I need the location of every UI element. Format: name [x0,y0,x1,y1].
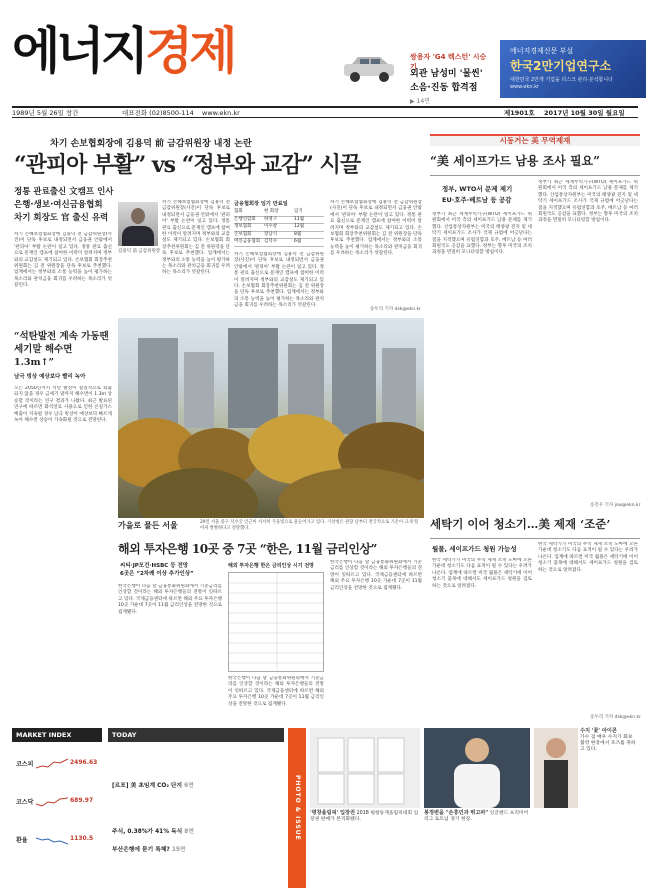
subhead: 차기 회장도 官 출신 유력 [14,213,109,223]
ad-car-line1: 쌍용자 'G4 렉스턴' 시승기 [410,53,487,71]
market-row-kospi[interactable] [12,752,102,776]
today-item[interactable]: [르포] 美 초임계 CO₂ 단지 6면 [112,783,194,789]
left-story-body [14,386,112,720]
top-story-headline[interactable]: “관피아 부활” vs “정부와 교감” 시끌 [14,152,361,178]
top-story-body-col2 [162,200,230,310]
article-text: 한국 세탁기가 미국의 무역 제재 조치 도마에 오른 가운데 청소기도 다음 표적이 될 수 있다는 우려가 나온다. 업계에 따르면 미국 월풀은 세탁기에 이어 청소기 품목에 대해서도 세이프가드 청원을 검토하는 것으로 알려졌다. [538,542,638,573]
forecast-table-grid [229,573,325,673]
photo-label: 가을로 물든 서울 [118,521,178,530]
top-story-kicker: 차기 손보협회장에 김용덕 前 금감위원장 내정 논란 [50,139,252,149]
photo-caption: 29일 서울 중구 덕수궁 인근이 서서히 가을빛으로 물들어가고 있다. 기상청은 관향 날부터 전국적으로 기온이 크게 떨어져 쌀쌀하다고 전망했다. [200,520,419,531]
right2-story-body-col2 [538,542,638,712]
issue-date: 2017년 10월 30일 월요일 [544,109,625,117]
byline: 송진우 기자 jsw@ekn.kr [590,503,641,508]
today-item[interactable]: 부산은행에 묻기 특혜? 15면 [112,847,186,853]
article-text: 오는 2050년까지 석탄 발전이 실질적으로 퇴출되지 않을 경우 금세기 말까지 해수면이 1.3m 상승할 것이라는 연구 결과가 나왔다. 최근 발표된 연구에 따르면 화석연료 사용으로 인한 온실가스 배출이 지속될 경우 남극 빙상이 예상보다 빠르게 녹아 해수면 상승이 가속화될 것으로 전망된다. [14,386,112,424]
actress-image [534,728,578,808]
forecast-table [228,572,324,672]
right-story-body-col1 [432,212,532,502]
photo-issue-item[interactable]: 봉정변을 "손흥민과 뛰고파" 잉글랜드 프리미어리그 토트넘 경기 현장. [424,728,534,848]
mid-story-body-col1 [118,584,222,724]
ad-institute-line1: 에너지경제신문 부설 [510,47,574,55]
issue-number: 제1901호 [504,109,535,117]
today-header: TODAY [108,728,284,742]
footer-strip [12,728,638,888]
sparkline-icon [36,756,68,772]
subhead: 씨티·JP모건·HSBC 등 전망 [120,563,189,569]
right2-story-body-col1 [432,558,532,722]
ad-institute-url: www.ekn.kr [510,84,540,90]
ad-car-page-ref: ▶ 14면 [410,98,430,105]
table-title: 해외 투자은행 한은 금리인상 시기 전망 [228,563,314,569]
today-item[interactable]: 주식, 0.38%가 41% 독식 8면 [112,829,194,835]
site-url[interactable]: www.ekn.kr [202,109,240,117]
newspaper-logo[interactable] [12,22,234,80]
market-row-exchange[interactable] [12,828,102,852]
mid-story-headline[interactable]: 해외 투자은행 10곳 중 7곳 “한은, 11월 금리인상” [118,542,377,556]
subhead: 은행·생보·여신금융협회 [14,200,103,210]
sparkline-icon [36,832,68,848]
table-row: 여신금융협회 김덕수 6월 [234,239,324,247]
photo-issue-item[interactable]: '평창올림픽' 입장권 2018 평창동계올림픽대회 입장권 판매가 본격화됐다. [310,728,420,848]
photo-issue-item[interactable]: 수지 '꽃' 아이콘 가수 겸 배우 수지가 화보 촬영 현장에서 포즈를 취하고 있다. [534,728,638,848]
article-text: 차기 손해보험협회장에 김용덕 전 금감위원장(사진)이 단독 후보로 내정되면서 금융권 안팎에서 '관피아' 부활 논란이 일고 있다. 정통 관료 출신으로 문재인 캠프에 참여한 이력이 알려지며 정부와의 교감설도 제기되고 있다. 손보협회 회장추천위원회는 김 전 위원장을 단독 후보로 추천했다. 업계에서는 정부와의 소통 능력을 높이 평가하는 목소리와 관치금융 회귀를 우려하는 목소리가 엇갈린다. [234,252,324,309]
right2-story-subhead: 월풀, 세이프가드 청원 가능성 [432,545,517,553]
index-value: 1130.5 [70,835,94,842]
subhead: 6곳은 “2차례 이상 추가인상” [120,571,194,577]
soccer-player-image [424,728,530,808]
photo-caption: 김용덕 前 금감위원장 [118,249,161,254]
section-label: 시동거는 美 무역제재 [430,134,640,146]
ad-car-line3: 소음·진동 합격점 [410,83,478,93]
index-value: 2496.63 [70,759,98,766]
logo-text-orange: 경제 [144,22,234,80]
mid-story-body-col2 [228,676,324,724]
article-text: 한국은행이 다음 달 금융통화위원회에서 기준금리를 인상할 것이라는 해외 투자은행들의 전망이 잇따르고 있다. 국제금융센터에 따르면 해외 주요 투자은행 10곳 가운데 7곳이 11월 금리인상을 전망한 것으로 집계됐다. [330,560,422,591]
article-text: 차기 손해보험협회장에 김용덕 전 금감위원장(사진)이 단독 후보로 내정되면서 금융권 안팎에서 '관피아' 부활 논란이 일고 있다. 정통 관료 출신으로 문재인 캠프에 참여한 이력이 알려지며 정부와의 교감설도 제기되고 있다. 손보협회 회장추천위원회는 김 전 위원장을 단독 후보로 추천했다. 업계에서는 정부와의 소통 능력을 높이 평가하는 목소리와 관치금융 회귀를 우려하는 목소리가 엇갈린다. [330,200,422,257]
ad-institute-name: 한국2만기업연구소 [510,59,612,73]
market-row-kosdaq[interactable] [12,790,102,814]
mid-story-body-col3 [330,560,422,724]
right2-story-headline[interactable]: 세탁기 이어 청소기…美 제재 ‘조준’ [430,516,640,539]
article-text: 한국은행이 다음 달 금융통화위원회에서 기준금리를 인상할 것이라는 해외 투자은행들의 전망이 잇따르고 있다. 국제금융센터에 따르면 해외 주요 투자은행 10곳 가운데 7곳이 11월 금리인상을 전망한 것으로 집계됐다. [118,584,222,615]
autumn-seoul-photo [118,318,424,518]
byline: 송두리 기자 dsk@ekn.kr [590,715,642,720]
left-story-subhead: 남극 빙상 예상보다 빨리 녹아 [14,374,86,380]
article-text: 정부가 최근 세계무역기구(WTO) 세이프가드 위원회에서 미국 측의 세이프가드 남용 문제를 제기했다. 산업통상자원부는 미국의 태양광 전지 및 세탁기 세이프가드 조사가 국제 규범에 어긋난다는 점을 지적했으며 유럽연합과 호주, 베트남 등 여러 회원국도 공감을 표했다. 정부는 향후 미국의 조치 과정을 면밀히 모니터링할 방침이다. [432,212,532,256]
table-row: 협회 현 회장 임기 [234,209,324,217]
masthead [0,0,650,104]
table-row: 은행연합회 하영구 11월 [234,217,324,225]
top-story-body-col3 [234,252,324,310]
right-story-subheads [442,184,512,206]
article-text: 정부가 최근 세계무역기구(WTO) 세이프가드 위원회에서 미국 측의 세이프가드 남용 문제를 제기했다. 산업통상자원부는 미국의 태양광 전지 및 세탁기 세이프가드 조사가 국제 규범에 어긋난다는 점을 지적했으며 유럽연합과 호주, 베트남 등 여러 회원국도 공감을 표했다. 정부는 향후 미국의 조치 과정을 면밀히 모니터링할 방침이다. [538,180,638,224]
person-photo [118,202,158,246]
top-story-subheads [14,186,114,225]
subhead: 정통 관료출신 文캠프 인사 [14,187,114,197]
right-story-body-col2 [538,180,638,500]
sparkline-icon [36,794,68,810]
table-row: 생보협회 이수창 12월 [234,224,324,232]
top-story-body-col4 [330,200,422,304]
subhead: EU·호주·베트남 등 공감 [442,196,512,204]
top-story-body-col1 [14,232,112,314]
table-row: 손보협회 장남식 8월 [234,232,324,240]
subhead: 정부, WTO서 문제 제기 [442,185,513,193]
market-index-header: MARKET INDEX [12,728,102,742]
article-text: 차기 손해보험협회장에 김용덕 전 금감위원장(사진)이 단독 후보로 내정되면서 금융권 안팎에서 '관피아' 부활 논란이 일고 있다. 정통 관료 출신으로 문재인 캠프에 참여한 이력이 알려지며 정부와의 교감설도 제기되고 있다. 손보협회 회장추천위원회는 김 전 위원장을 단독 후보로 추천했다. 업계에서는 정부와의 소통 능력을 높이 평가하는 목소리와 관치금융 회귀를 우려하는 목소리가 엇갈린다. [14,232,112,289]
photo-issue-label: PHOTO & ISSUE [288,728,306,888]
ad-car-line2: 외관 남성미 '물씬' [410,69,483,79]
ad-banner-car[interactable] [336,40,492,104]
logo-text-black: 에너지 [12,22,145,80]
index-name: 코스피 [16,761,34,768]
article-text: 차기 손해보험협회장에 김용덕 전 금감위원장(사진)이 단독 후보로 내정되면서 금융권 안팎에서 '관피아' 부활 논란이 일고 있다. 정통 관료 출신으로 문재인 캠프에 참여한 이력이 알려지며 정부와의 교감설도 제기되고 있다. 손보협회 회장추천위원회는 김 전 위원장을 단독 후보로 추천했다. 업계에서는 정부와의 소통 능력을 높이 평가하는 목소리와 관치금융 회귀를 우려하는 목소리가 엇갈린다. [162,200,230,276]
founded-date: 1989년 5월 26일 창간 [12,109,79,117]
byline: 송두리 기자 dsk@ekn.kr [370,307,422,312]
ad-institute-desc: 대한민국 2만개 기업을 리스크 관리·분석합니다 [510,77,613,83]
index-name: 코스닥 [16,799,34,806]
phone-number: 대표전화 (02)8500-114 [122,109,194,117]
ad-banner-institute[interactable] [500,40,646,98]
association-term-table [234,200,324,247]
suv-car-image [340,54,398,84]
left-story-headline[interactable]: “석탄발전 계속 가동땐 세기말 해수면 1.3m↑” [14,331,109,368]
tickets-image [310,728,420,808]
right-story-headline[interactable]: “美 세이프가드 남용 조사 필요” [430,152,640,176]
mid-story-subheads [120,562,194,578]
index-value: 689.97 [70,797,94,804]
table-title: 금융협회장 임기 만료일 [234,201,288,207]
article-text: 한국은행이 다음 달 금융통화위원회에서 기준금리를 인상할 것이라는 해외 투자은행들의 전망이 잇따르고 있다. 국제금융센터에 따르면 해외 주요 투자은행 10곳 가운데 7곳이 11월 금리인상을 전망한 것으로 집계됐다. [228,676,324,707]
index-name: 환율 [16,837,28,844]
article-text: 한국 세탁기가 미국의 무역 제재 조치 도마에 오른 가운데 청소기도 다음 표적이 될 수 있다는 우려가 나온다. 업계에 따르면 미국 월풀은 세탁기에 이어 청소기 품목에 대해서도 세이프가드 청원을 검토하는 것으로 알려졌다. [432,558,532,589]
dateline [12,106,638,118]
